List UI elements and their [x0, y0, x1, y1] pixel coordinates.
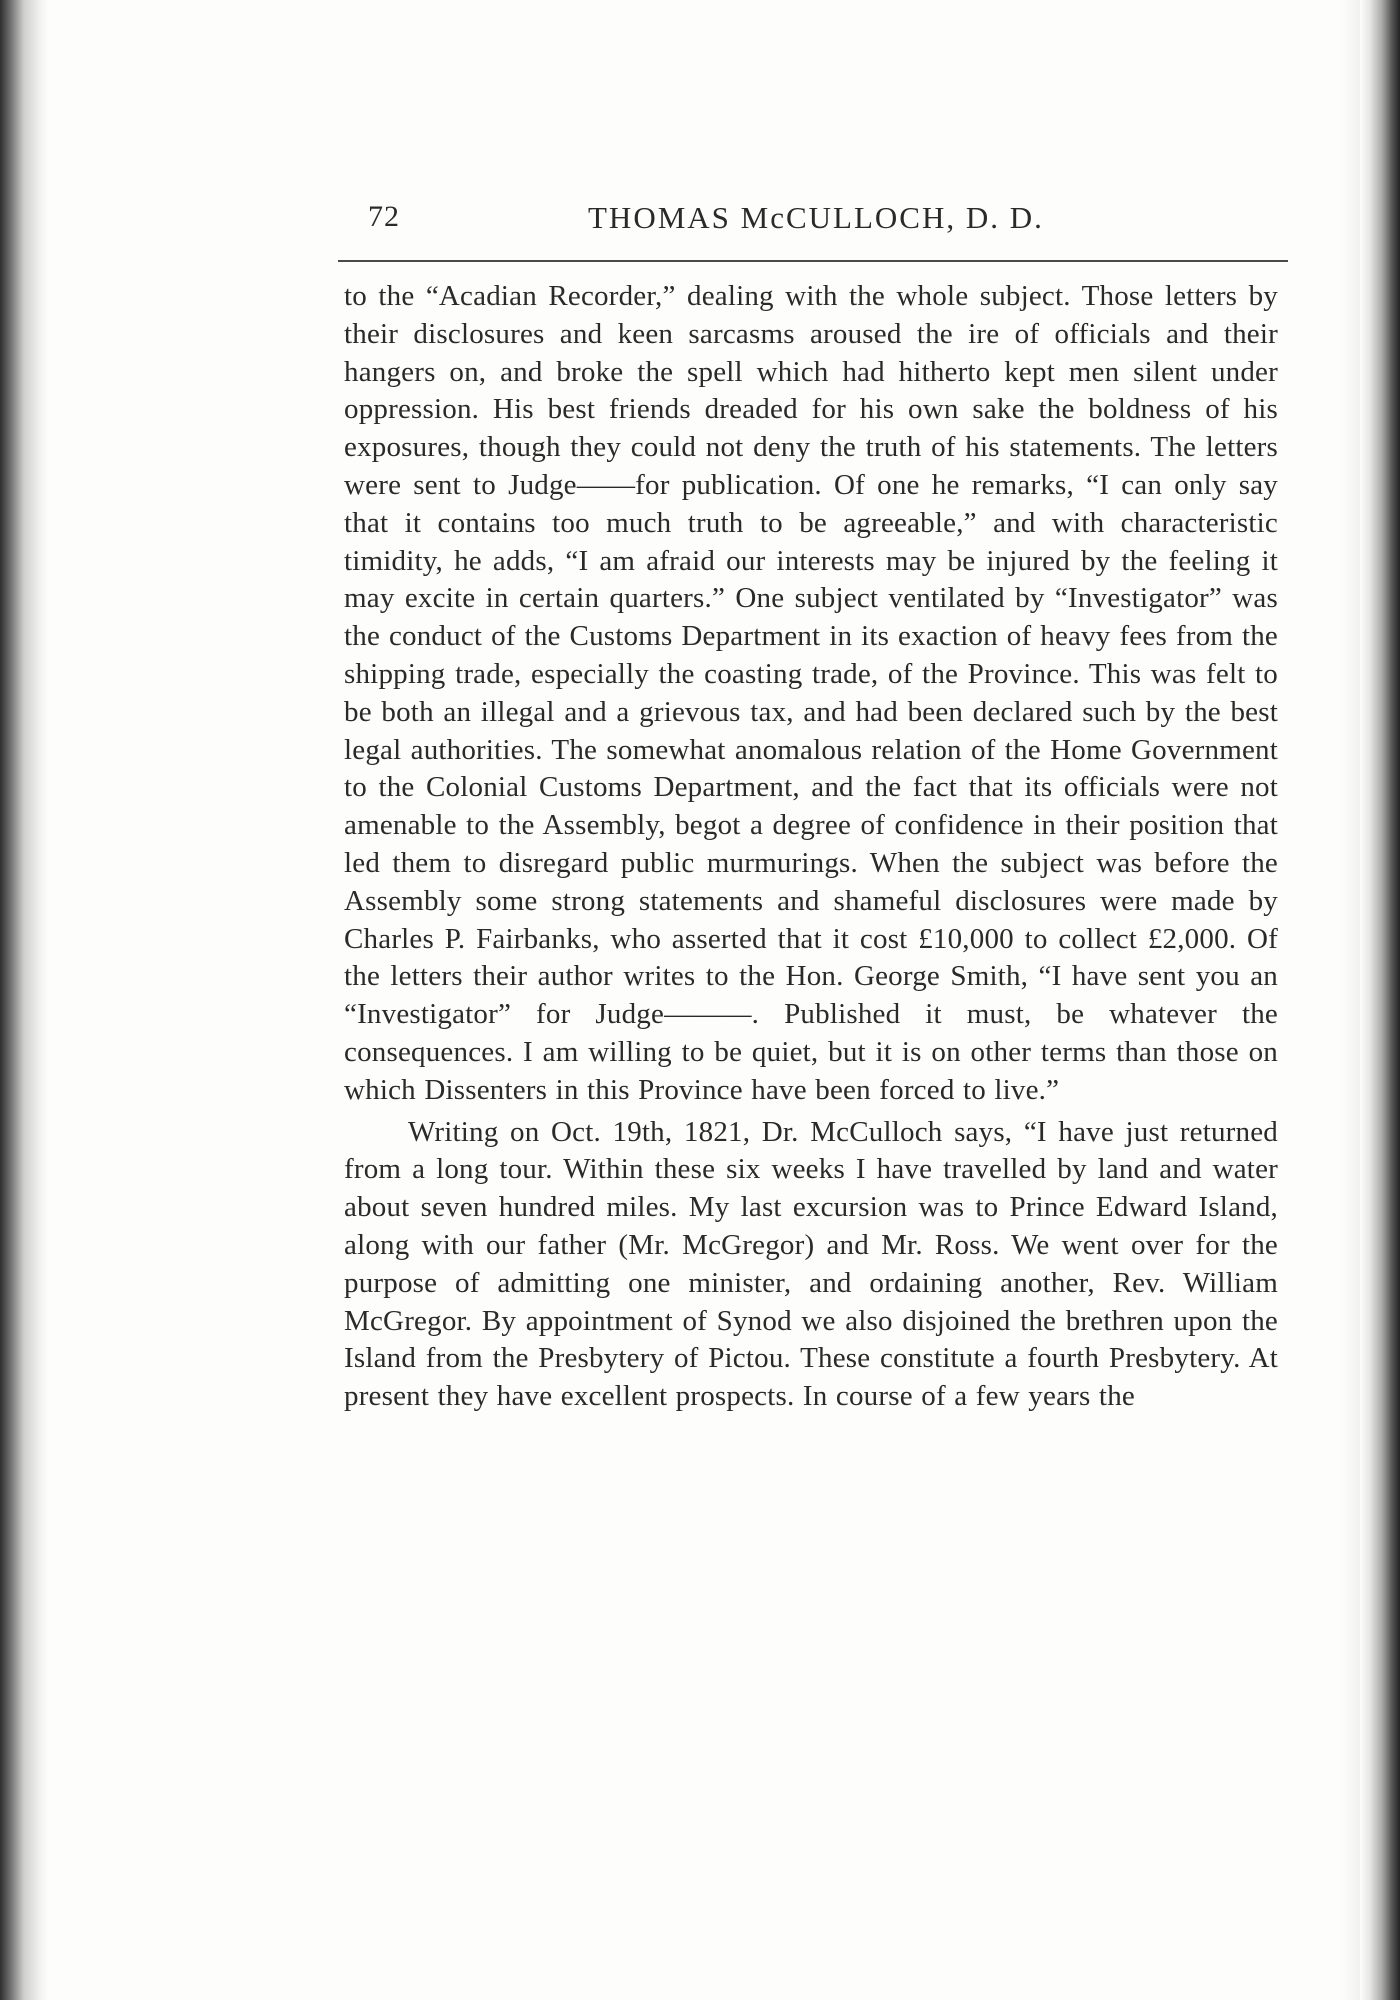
page-number: 72	[368, 200, 400, 233]
page-edge-left	[0, 0, 48, 2000]
page-fold-shadow	[1342, 0, 1360, 2000]
body-text	[338, 278, 1288, 1416]
running-head	[338, 190, 1288, 262]
paragraph-continued: to the “Acadian Recorder,” dealing with the whole subject. Those letters by their disclosures and keen sarcasms aroused the ire of officials and their hangers on, and broke the spell which had hitherto kept men silent under oppression. His best friends dreaded for his own sake the boldness of his exposures, though they could not deny the truth of his statements. The letters were sent to Judge——for publication. Of one he remarks, “I can only say that it contains too much truth to be agreeable,” and with characteristic timidity, he adds, “I am afraid our interests may be injured by the feeling it may excite in certain quarters.” One subject ventilated by “Investigator” was the conduct of the Customs Department in its exaction of heavy fees from the shipping trade, especially the coasting trade, of the Province. This was felt to be both an illegal and a grievous tax, and had been declared such by the best legal authorities. The somewhat anomalous relation of the Home Government to the Colonial Customs Department, and the fact that its officials were not amenable to the Assembly, begot a degree of confidence in their position that led them to disregard public murmurings. When the subject was before the Assembly some strong statements and shameful disclosures were made by Charles P. Fairbanks, who asserted that it cost £10,000 to collect £2,000. Of the letters their author writes to the Hon. George Smith, “I have sent you an “Investigator” for Judge———. Published it must, be whatever the consequences. I am willing to be quiet, but it is on other terms than those on which Dissenters in this Province have been forced to live.”	[344, 280, 1278, 1106]
running-title: THOMAS McCULLOCH, D. D.	[588, 200, 1044, 235]
book-page	[338, 190, 1288, 1416]
paragraph-writing-on-oct: Writing on Oct. 19th, 1821, Dr. McCulloch says, “I have just returned from a long tour. Within these six weeks I have travelled by land and water about seven hundred miles. My last excursion was to Prince Edward Island, along with our father (Mr. McGregor) and Mr. Ross. We went over for the purpose of admitting one minister, and ordaining another, Rev. William McGregor. By appointment of Synod we also disjoined the brethren upon the Island from the Presbytery of Pictou. These constitute a fourth Presbytery. At present they have excellent prospects. In course of a few years the	[344, 1115, 1278, 1413]
page-edge-right	[1360, 0, 1400, 2000]
